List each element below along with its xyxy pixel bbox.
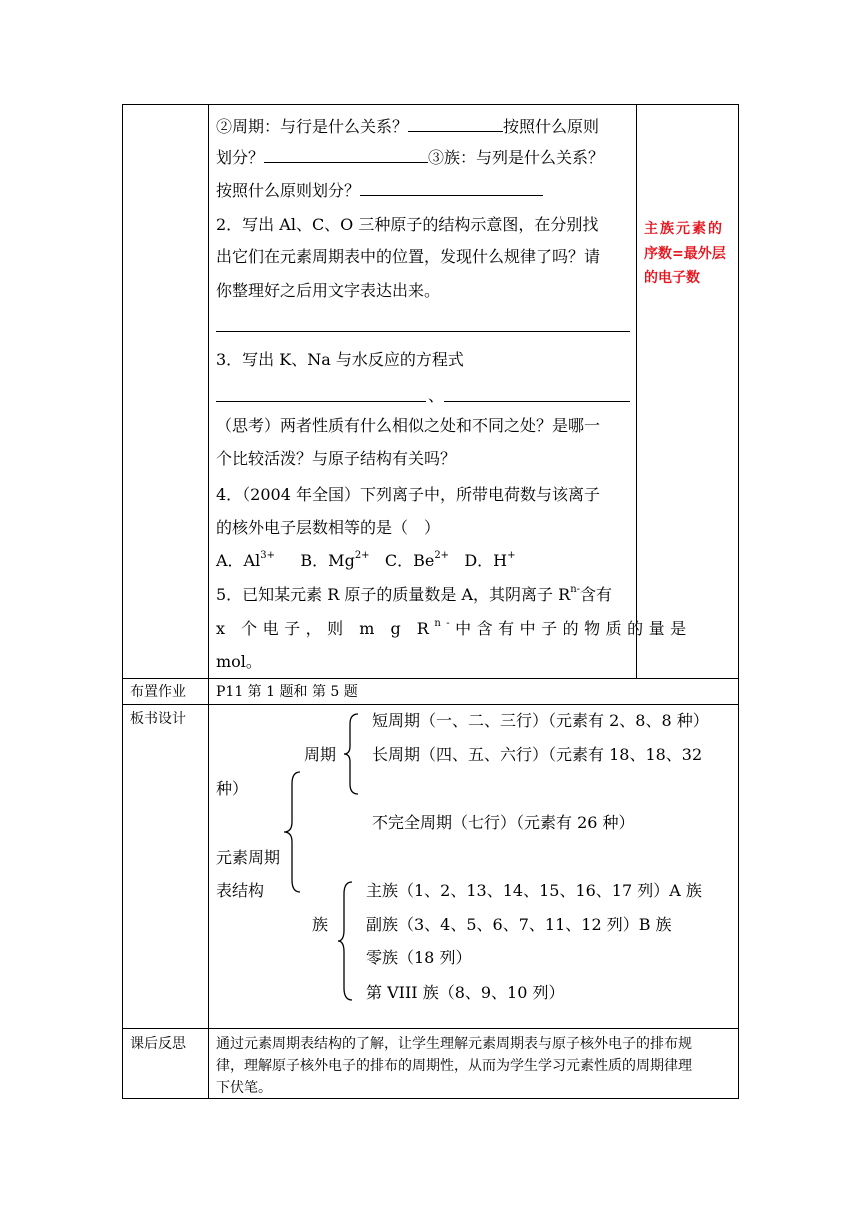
board-main-group: 主族（1、2、13、14、15、16、17 列）A 族 xyxy=(366,881,702,900)
q3-think-1: （思考）两者性质有什么相似之处和不同之处？是哪一 xyxy=(216,416,601,435)
note-column-divider xyxy=(636,104,637,678)
table-border-left xyxy=(122,104,123,1099)
reflection-line-3: 下伏笔。 xyxy=(216,1080,272,1096)
q3-answer-line-2[interactable] xyxy=(444,401,630,402)
row-divider-reflection-top xyxy=(122,1028,739,1029)
answer-blank[interactable] xyxy=(360,179,543,196)
reflection-line-1: 通过元素周期表结构的了解，让学生理解元素周期表与原子核外电子的排布规 xyxy=(216,1036,692,1052)
board-period: 周期 xyxy=(304,745,337,764)
board-root-1: 元素周期 xyxy=(216,848,281,867)
q2-answer-line[interactable] xyxy=(216,331,630,332)
note-line-3: 的电子数 xyxy=(644,270,700,286)
q5-line-1: 5．已知某元素 R 原子的质量数是 A，其阴离子 $R^{n-}$含有 xyxy=(216,583,613,604)
reflection-line-2: 律，理解原子核外电子的排布的周期性，从而为学生学习元素性质的周期律理 xyxy=(216,1058,692,1074)
homework-label: 布置作业 xyxy=(130,684,186,700)
board-zero-group: 零族（18 列） xyxy=(366,948,472,967)
board-incomplete-period: 不完全周期（七行）（元素有 26 种） xyxy=(372,813,635,832)
option-a[interactable]: A．$Al^{3+}$ xyxy=(216,549,275,570)
board-sub-group: 副族（3、4、5、6、7、11、12 列）B 族 xyxy=(366,915,672,934)
option-b[interactable]: B．$Mg^{2+}$ xyxy=(300,549,370,570)
board-short-period: 短周期（一、二、三行）（元素有 2、8、8 种） xyxy=(372,711,709,730)
row-divider-homework-top xyxy=(122,678,739,679)
q3-answer-line-1[interactable] xyxy=(216,401,426,402)
board-long-cont: 种） xyxy=(216,779,249,798)
root-brace-icon xyxy=(282,770,304,894)
group-brace-icon xyxy=(336,880,358,1002)
q4-line-2: 的核外电子层数相等的是（ ） xyxy=(216,518,441,537)
board-group: 族 xyxy=(312,915,329,934)
q3-line-1: 3．写出 K、Na 与水反应的方程式 xyxy=(216,350,464,369)
board-eight-group: 第 VIII 族（8、9、10 列） xyxy=(366,983,565,1002)
question-line-3: 按照什么原则划分？ xyxy=(216,179,543,201)
q2-line-1: 2．写出 Al、C、O 三种原子的结构示意图，在分别找 xyxy=(216,215,599,234)
q5-line-2: x 个电子，则 m g $R^{n-}$中含有中子的物质的量是 xyxy=(216,617,692,638)
homework-value: P11 第 1 题和 第 5 题 xyxy=(216,684,358,700)
q2-line-2: 出它们在元素周期表中的位置，发现什么规律了吗？请 xyxy=(216,247,601,266)
q2-line-3: 你整理好之后用文字表达出来。 xyxy=(216,281,441,300)
period-brace-icon xyxy=(342,712,364,796)
table-border-top xyxy=(122,104,739,105)
table-border-bottom xyxy=(122,1098,739,1099)
option-d[interactable]: D．H+ xyxy=(464,549,516,570)
column-divider xyxy=(208,104,209,1099)
q4-options xyxy=(216,551,516,571)
question-line-1: ②周期：与行是什么关系？ 按照什么原则 xyxy=(216,117,600,136)
board-long-period: 长周期（四、五、六行）（元素有 18、18、32 xyxy=(372,745,703,764)
board-label: 板书设计 xyxy=(130,711,186,727)
option-c[interactable]: C．$Be^{2+}$ xyxy=(384,549,450,570)
note-line-2: 序数=最外层 xyxy=(644,246,726,262)
board-root-2: 表结构 xyxy=(216,881,265,900)
question-line-2: 划分？ ③族：与列是什么关系？ xyxy=(216,148,605,167)
table-border-right xyxy=(738,104,739,1099)
q3-separator: 、 xyxy=(428,386,445,405)
answer-blank[interactable] xyxy=(408,115,503,132)
q5-line-3: mol。 xyxy=(216,652,262,671)
row-divider-homework-bottom xyxy=(122,704,739,705)
q3-think-2: 个比较活泼？与原子结构有关吗？ xyxy=(216,449,457,468)
answer-blank[interactable] xyxy=(264,146,428,163)
reflection-label: 课后反思 xyxy=(130,1036,186,1052)
q4-line-1: 4．（2004 年全国）下列离子中，所带电荷数与该离子 xyxy=(216,485,600,504)
note-line-1: 主族元素的 xyxy=(644,221,724,237)
